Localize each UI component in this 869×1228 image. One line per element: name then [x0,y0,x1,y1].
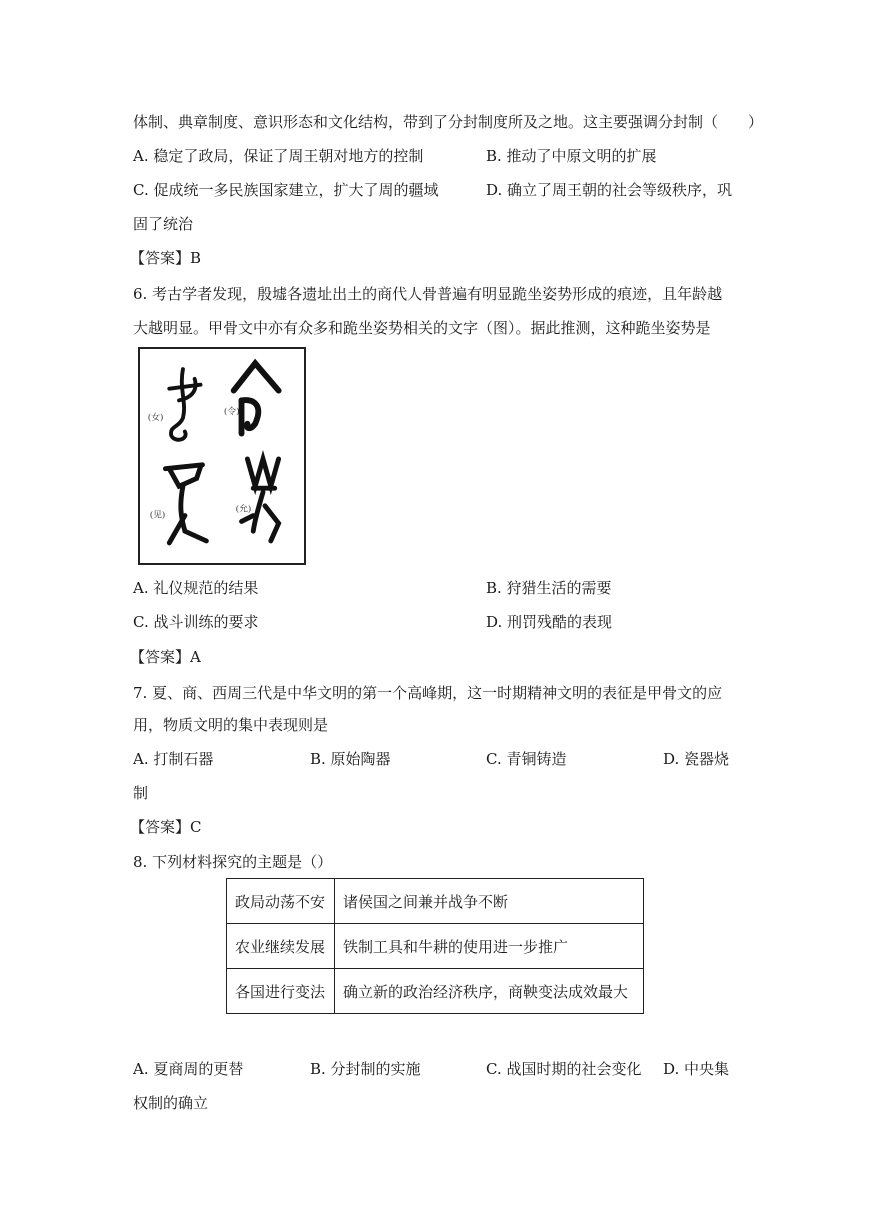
q8-option-d: D. 中央集 [663,1060,730,1078]
glyph-label-nv: (女) [147,412,164,423]
q6-option-c: C. 战斗训练的要求 [133,613,259,631]
q6-option-d: D. 刑罚残酷的表现 [486,613,613,631]
q6-stem-line2: 大越明显。甲骨文中亦有众多和跪坐姿势相关的文字（图）。据此推测，这种跪坐姿势是 [133,319,711,337]
table-cell: 诸侯国之间兼并战争不断 [335,879,644,924]
q7-option-a: A. 打制石器 [133,750,214,768]
q8-option-c: C. 战国时期的社会变化 [486,1060,642,1078]
q5-answer: 【答案】B [130,249,202,267]
q7-option-c: C. 青铜铸造 [486,750,567,768]
oracle-bone-glyphs [140,349,304,563]
q6-option-b: B. 狩猎生活的需要 [486,579,612,597]
table-cell: 确立新的政治经济秩序，商鞅变法成效最大 [335,969,644,1014]
q6-stem-line1: 6. 考古学者发现，殷墟各遗址出土的商代人骨普遍有明显跪坐姿势形成的痕迹，且年龄越 [133,285,723,303]
glyph-ling [234,363,279,433]
q7-stem-line1: 7. 夏、商、西周三代是中华文明的第一个高峰期，这一时期精神文明的表征是甲骨文的应 [133,684,723,702]
table-cell: 政局动荡不安 [227,879,335,924]
q5-stem-tail: 体制、典章制度、意识形态和文化结构，带到了分封制度所及之地。这主要强调分封制（ ） [133,113,764,131]
glyph-nv [169,369,200,440]
q6-answer: 【答案】A [130,648,201,666]
q7-answer: 【答案】C [130,818,202,836]
q7-option-b: B. 原始陶器 [310,750,391,768]
q5-option-b: B. 推动了中原文明的扩展 [486,147,657,165]
table-cell: 铁制工具和牛耕的使用进一步推广 [335,924,644,969]
q6-option-a: A. 礼仪规范的结果 [133,579,259,597]
table-row [227,879,644,924]
q5-option-d-wrap: 固了统治 [133,215,194,233]
q7-option-d: D. 瓷器烧 [663,750,730,768]
table-cell: 各国进行变法 [227,969,335,1014]
glyph-label-jian: (见) [149,510,166,521]
q8-material-table [226,878,644,1014]
q5-option-d: D. 确立了周王朝的社会等级秩序，巩 [486,181,733,199]
glyph-label-ling: (令) [223,407,240,418]
glyph-yun [242,459,279,541]
q8-option-d-wrap: 权制的确立 [133,1094,209,1112]
q8-stem: 8. 下列材料探究的主题是（） [133,853,333,871]
q8-option-b: B. 分封制的实施 [310,1060,421,1078]
q5-option-a: A. 稳定了政局，保证了周王朝对地方的控制 [133,147,424,165]
q7-option-d-wrap: 制 [133,784,149,802]
q8-option-a: A. 夏商周的更替 [133,1060,244,1078]
q5-option-c: C. 促成统一多民族国家建立，扩大了周的疆域 [133,181,439,199]
table-row [227,969,644,1014]
glyph-jian [165,465,206,543]
q7-stem-line2: 用，物质文明的集中表现则是 [133,716,329,734]
glyph-label-yun: (允) [235,504,252,515]
oracle-bone-figure [138,347,306,565]
table-row [227,924,644,969]
table-cell: 农业继续发展 [227,924,335,969]
